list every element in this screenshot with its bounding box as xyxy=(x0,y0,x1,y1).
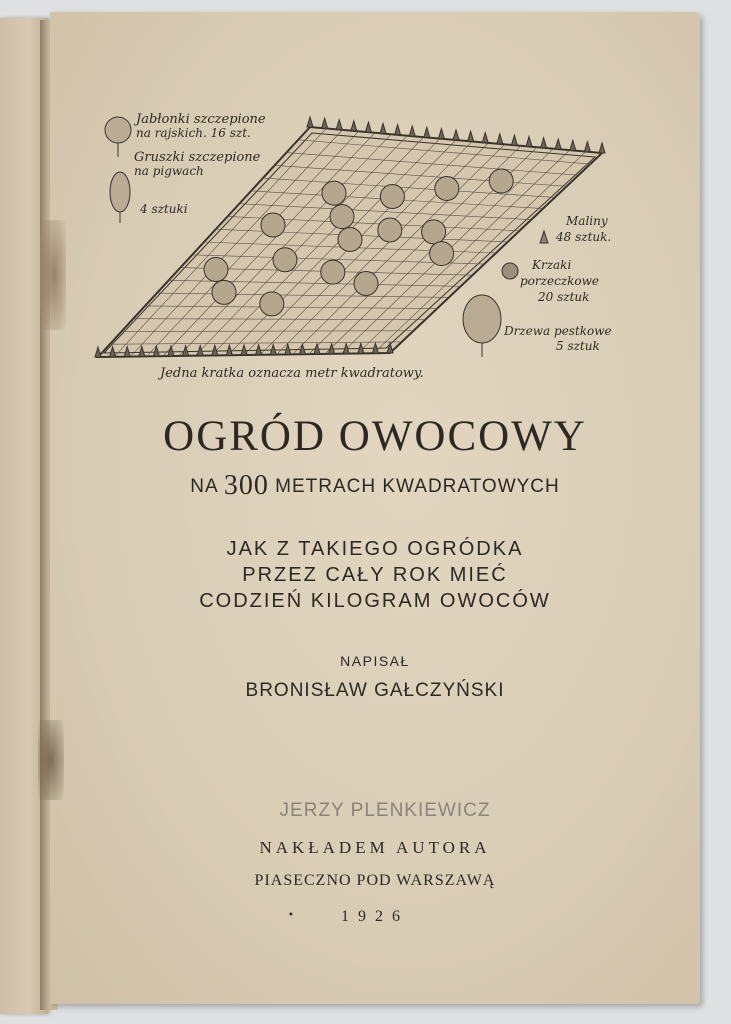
paper-stain xyxy=(38,720,64,800)
tree-symbol xyxy=(273,248,297,272)
currant-label-line2: porzeczkowe xyxy=(520,274,599,288)
tagline-line: JAK Z TAKIEGO OGRÓDKA xyxy=(226,538,524,560)
owner-stamp: JERZY PLENKIEWICZ xyxy=(279,800,491,821)
tree-symbol xyxy=(322,181,346,205)
apple-label-line1: Jabłonki szczepione xyxy=(136,112,266,127)
pear-label-line2: na pigwach xyxy=(134,164,204,178)
book-title: OGRÓD OWOCOWY xyxy=(163,413,587,460)
tagline-line: PRZEZ CAŁY ROK MIEĆ xyxy=(242,564,508,586)
tree-symbol xyxy=(489,169,513,193)
tree-symbol xyxy=(378,218,402,242)
bush-symbol xyxy=(322,118,328,128)
stone-fruit-label-line1: Drzewa pestkowe xyxy=(504,324,612,338)
tree-symbol xyxy=(321,260,345,284)
tree-symbol xyxy=(260,292,284,316)
author-label: NAPISAŁ xyxy=(340,653,410,669)
bush-symbol xyxy=(365,122,371,132)
raspberry-label-line1: Maliny xyxy=(566,214,608,228)
bush-symbol xyxy=(409,126,415,136)
subtitle-prefix: NA xyxy=(190,476,218,497)
pear-tree-icon xyxy=(110,172,130,223)
bush-symbol xyxy=(555,139,561,149)
paper-stain xyxy=(42,220,66,330)
bush-symbol xyxy=(468,131,474,141)
apple-tree-icon xyxy=(105,117,131,157)
tree-symbol xyxy=(261,213,285,237)
bush-symbol xyxy=(526,137,532,147)
apple-label-line2: na rajskich. 16 szt. xyxy=(136,126,251,140)
bush-symbol xyxy=(395,125,401,135)
bush-symbol xyxy=(438,129,444,139)
bush-symbol xyxy=(424,127,430,137)
publication-year: 1926 xyxy=(341,908,409,925)
currant-bush-icon xyxy=(502,263,518,279)
tree-symbol xyxy=(330,205,354,229)
bush-symbol xyxy=(511,135,517,145)
stone-fruit-label-line2: 5 sztuk xyxy=(556,339,600,353)
tree-symbol xyxy=(435,177,459,201)
bush-symbol xyxy=(541,138,547,148)
tree-symbol xyxy=(204,257,228,281)
tree-symbol xyxy=(380,185,404,209)
bush-symbol xyxy=(307,117,313,127)
publisher-line: NAKŁADEM AUTORA xyxy=(259,838,491,857)
raspberry-label-line2: 48 sztuk. xyxy=(556,230,612,244)
bush-symbol xyxy=(351,121,357,131)
decorative-dot: • xyxy=(288,910,294,921)
pear-label-line1: Gruszki szczepione xyxy=(134,150,261,165)
tagline-line: CODZIEŃ KILOGRAM OWOCÓW xyxy=(199,590,551,612)
bush-symbol xyxy=(453,130,459,140)
tree-symbol xyxy=(422,220,446,244)
subtitle-suffix: METRACH KWADRATOWYCH xyxy=(275,476,560,497)
bush-symbol xyxy=(599,143,605,153)
bush-symbol xyxy=(482,133,488,143)
book-subtitle xyxy=(50,470,700,502)
bush-symbol xyxy=(336,120,342,130)
pear-label-line3: 4 sztuki xyxy=(140,202,188,216)
bush-symbol xyxy=(95,347,101,357)
stone-fruit-tree-icon xyxy=(463,295,501,357)
currant-label-line3: 20 sztuk xyxy=(538,290,590,304)
currant-label-line1: Krzaki xyxy=(532,258,572,272)
raspberry-bush-icon xyxy=(540,231,548,243)
garden-plan-illustration xyxy=(90,95,630,395)
tree-symbol xyxy=(212,280,236,304)
author-name: BRONISŁAW GAŁCZYŃSKI xyxy=(245,680,505,701)
illustration-caption: Jedna kratka oznacza metr kwadratowy. xyxy=(160,366,424,381)
tree-symbol xyxy=(354,272,378,296)
tree-symbol xyxy=(430,242,454,266)
bush-symbol xyxy=(584,142,590,152)
book-tagline xyxy=(50,536,700,614)
bush-symbol xyxy=(570,140,576,150)
subtitle-number: 300 xyxy=(223,470,269,501)
tree-symbol xyxy=(338,228,362,252)
bush-symbol xyxy=(497,134,503,144)
publication-place: PIASECZNO POD WARSZAWĄ xyxy=(254,872,496,889)
bush-symbol xyxy=(380,124,386,134)
